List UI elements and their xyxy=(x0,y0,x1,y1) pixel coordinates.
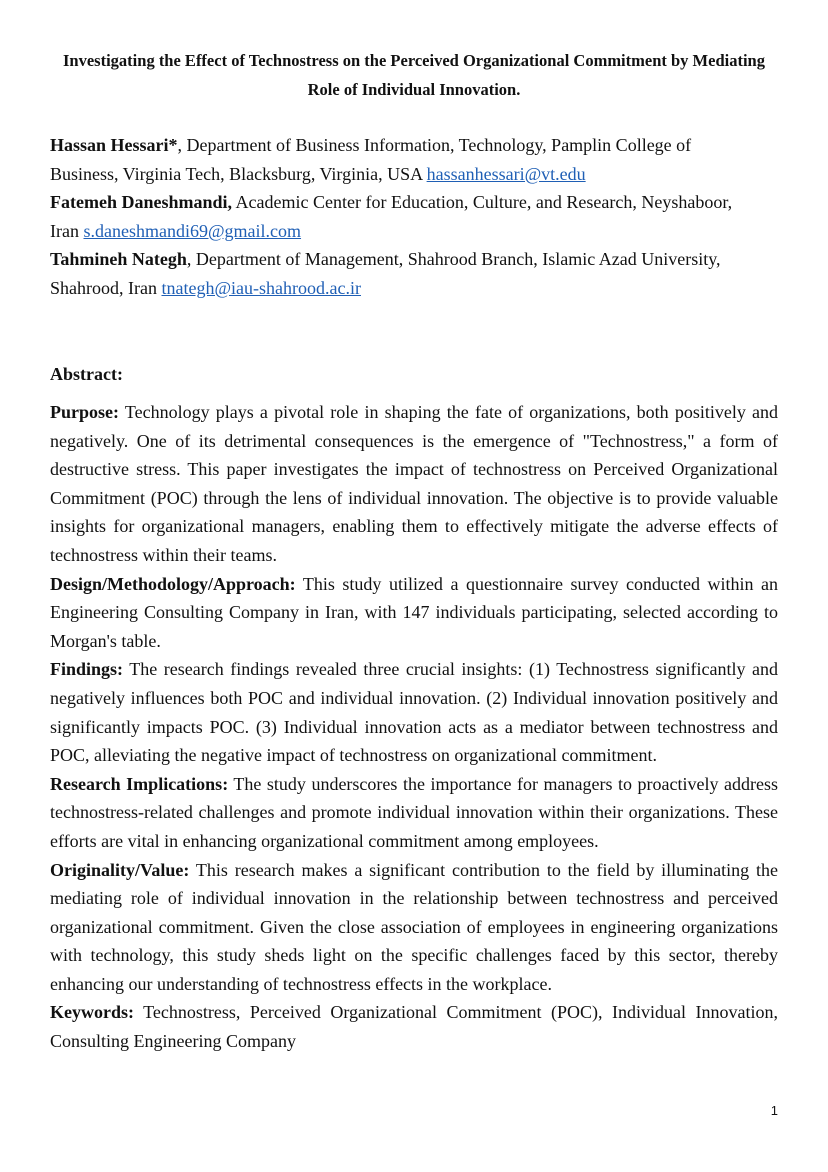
keywords-text: Technostress, Perceived Organizational Commitment (POC), Individual Innovation, Consulting Engineering Company xyxy=(50,1002,778,1052)
abstract-methodology xyxy=(50,570,778,656)
author-1-line-2 xyxy=(50,160,778,189)
methodology-text: This study utilized a questionnaire survey conducted within an Engineering Consulting Company in Iran, with 147 individuals participating, selected according to Morgan's table. xyxy=(50,573,778,651)
author-3-line-1 xyxy=(50,245,778,274)
author-1-email-link[interactable]: hassanhessari@vt.edu xyxy=(426,163,586,184)
author-1-location: Business, Virginia Tech, Blacksburg, Virginia, USA xyxy=(50,163,427,184)
title-line-1: Investigating the Effect of Technostress on the Perceived Organizational Commitment by Mediating xyxy=(63,51,765,70)
author-3-line-2 xyxy=(50,274,778,303)
page-number: 1 xyxy=(770,1103,778,1118)
author-2-line-1 xyxy=(50,188,778,217)
abstract-purpose xyxy=(50,398,778,570)
implications-label: Research Implications: xyxy=(50,773,229,794)
author-1-affiliation: , Department of Business Information, Technology, Pamplin College of xyxy=(177,135,692,155)
author-2-line-2 xyxy=(50,217,778,246)
findings-text: The research findings revealed three crucial insights: (1) Technostress significantly and negatively influences both POC and individual innovation. (2) Individual innovation positively and significantly impacts POC. (3) Individual innovation acts as a mediator between technostress and POC, alleviating the negative impact of technostress on organizational commitment. xyxy=(50,659,778,766)
author-3-email-link[interactable]: tnategh@iau-shahrood.ac.ir xyxy=(161,277,361,298)
purpose-label: Purpose: xyxy=(50,402,119,422)
paper-title xyxy=(50,47,778,104)
methodology-label: Design/Methodology/Approach: xyxy=(50,573,296,594)
purpose-text: Technology plays a pivotal role in shaping the fate of organizations, both positively and negatively. One of its detrimental consequences is the emergence of "Technostress," a form of destructive stress. This paper investigates the impact of technostress on Perceived Organizational Commitment (POC) through the lens of individual innovation. The objective is to provide valuable insights for organizational managers, enabling them to effectively mitigate the adverse effects of technostress within their teams. xyxy=(50,402,778,565)
abstract-body xyxy=(50,398,778,1056)
author-2-location: Iran xyxy=(50,220,84,241)
author-1-name: Hassan Hessari* xyxy=(50,135,178,155)
abstract-originality xyxy=(50,856,778,999)
title-line-2: Role of Individual Innovation. xyxy=(307,79,521,99)
abstract-implications xyxy=(50,770,778,856)
implications-text: The study underscores the importance for managers to proactively address technostress-related challenges and promote individual innovation within their organizations. These efforts are vital in enhancing organizational commitment among employees. xyxy=(50,773,778,851)
author-3-location: Shahrood, Iran xyxy=(50,277,162,298)
abstract-heading: Abstract: xyxy=(50,364,123,384)
author-2-affiliation: Academic Center for Education, Culture, and Research, Neyshaboor, xyxy=(232,192,733,212)
findings-label: Findings: xyxy=(50,659,124,680)
author-3-affiliation: , Department of Management, Shahrood Branch, Islamic Azad University, xyxy=(186,249,721,269)
author-3-name: Tahmineh Nategh xyxy=(50,249,187,269)
author-2-email-link[interactable]: s.daneshmandi69@gmail.com xyxy=(83,220,302,241)
originality-label: Originality/Value: xyxy=(50,859,190,880)
author-list xyxy=(50,131,778,302)
author-2-name: Fatemeh Daneshmandi, xyxy=(50,192,233,212)
author-1-line-1 xyxy=(50,131,778,160)
abstract-findings xyxy=(50,655,778,769)
originality-text: This research makes a significant contribution to the field by illuminating the mediating role of individual innovation in the relationship between technostress and perceived organizational commitment. Given the close association of employees in engineering organizations with technology, this study sheds light on the specific challenges faced by this sector, thereby enhancing our understanding of technostress effects in the workplace. xyxy=(50,859,778,994)
abstract-keywords xyxy=(50,998,778,1055)
keywords-label: Keywords: xyxy=(50,1002,134,1023)
